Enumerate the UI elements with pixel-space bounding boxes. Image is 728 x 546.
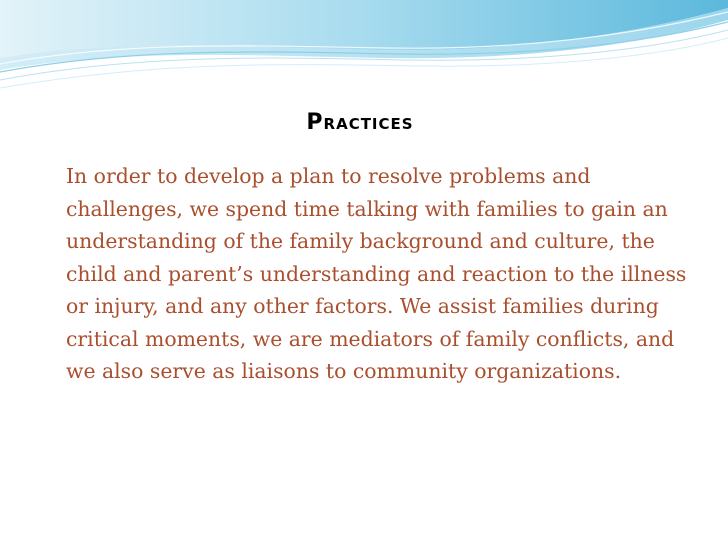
wave-header-decoration xyxy=(0,0,728,100)
slide-body-text: In order to develop a plan to resolve problems and challenges, we spend time talking with families to gain an understanding of the family background and culture, the child and parent’s understanding and reaction to the illness or injury, and any other factors. We assist families during critical moments, we are mediators of family conflicts, and we also serve as liaisons to community organizations. xyxy=(66,164,687,383)
slide-title: Practices xyxy=(306,110,414,135)
